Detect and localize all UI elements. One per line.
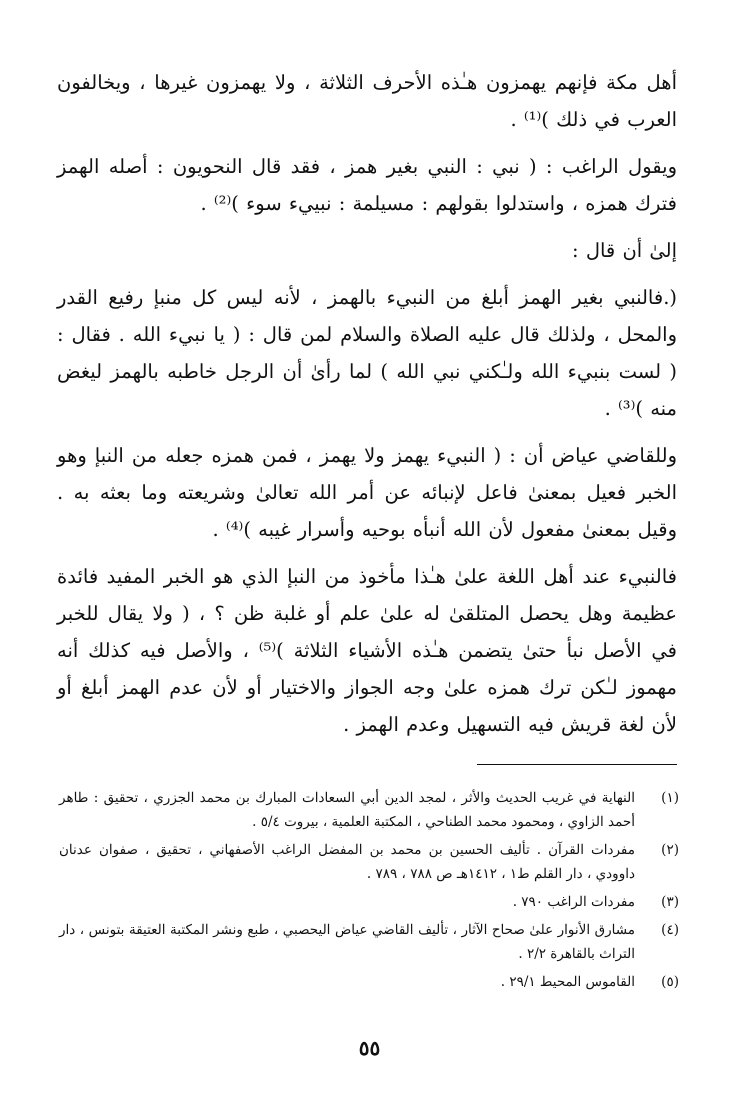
footnote-number: (١) [661, 790, 679, 806]
footnote-item [59, 786, 679, 834]
footnote-item [59, 838, 679, 886]
footnote-text: القاموس المحيط ٢٩/١ . [500, 974, 635, 990]
footnote-item [59, 970, 679, 994]
paragraph-6: فالنبيء عند أهل اللغة علىٰ هـٰذا مأخوذ من النبإ الذي هو الخبر المفيد فائدة عظيمة وهل يحصل المتلقىٰ له علىٰ علم أو غلبة ظن ؟ ، ( ولا يقال للخبر في الأصل نبأ حتىٰ يتضمن هـٰذه الأشياء الثلاثة )⁽⁵⁾ ، والأصل فيه كذلك أنه مهموز لـٰكن ترك همزه علىٰ وجه الجواز والاختيار أو لأن عدم الهمز أبلغ أو لأن لغة قريش فيه التسهيل وعدم الهمز . [57, 565, 677, 736]
paragraph-2: ويقول الراغب : ( نبي : النبي بغير همز ، فقد قال النحويون : أصله الهمز فترك همزه ، واستدلوا بقولهم : مسيلمة : نبييء سوء )⁽²⁾ . [57, 155, 677, 215]
footnote-number: (٢) [661, 842, 679, 858]
footnote-text: مفردات القرآن . تأليف الحسين بن محمد بن المفضل الراغب الأصفهاني ، تحقيق ، صفوان عدنان داوودي ، دار القلم ط١ ، ١٤١٢هـ ص ٧٨٨ ، ٧٨٩ . [59, 842, 635, 882]
footnote-divider [477, 764, 677, 765]
page-number: ٥٥ [358, 1036, 381, 1060]
paragraph-1: أهل مكة فإنهم يهمزون هـٰذه الأحرف الثلاثة ، ولا يهمزون غيرها ، ويخالفون العرب في ذلك )⁽¹⁾ . [57, 71, 677, 131]
paragraph-5: وللقاضي عياض أن : ( النبيء يهمز ولا يهمز ، فمن همزه جعله من النبإ وهو الخبر فعيل بمعنىٰ فاعل لإنبائه عن أمر الله تعالىٰ وشريعته وما بعثه به . وقيل بمعنىٰ مفعول لأن الله أنبأه بوحيه وأسرار غيبه )⁽⁴⁾ . [57, 444, 677, 541]
main-text [57, 64, 677, 743]
footnote-text: النهاية في غريب الحديث والأثر ، لمجد الدين أبي السعادات المبارك بن محمد الجزري ، تحقيق : طاهر أحمد الزاوي ، ومحمود محمد الطناحي ، المكتبة العلمية ، بيروت ٥/٤ . [59, 790, 635, 830]
footnotes-list [59, 786, 679, 998]
paragraph-4: (.فالنبي بغير الهمز أبلغ من النبيء بالهمز ، لأنه ليس كل منبإ رفيع القدر والمحل ، ولذلك قال عليه الصلاة والسلام لمن قال : ( يا نبيء الله . فقال : ( لست بنبيء الله ولـٰكني نبي الله ) لما رأىٰ أن الرجل خاطبه بالهمز ليغض منه )⁽³⁾ . [57, 286, 677, 420]
footnote-number: (٣) [661, 894, 679, 910]
footnote-number: (٥) [661, 974, 679, 990]
footnote-text: مشارق الأنوار علىٰ صحاح الآثار ، تأليف القاضي عياض اليحصبي ، طبع ونشر المكتبة العتيقة بتونس ، دار التراث بالقاهرة ٢/٢ . [59, 922, 635, 962]
footnote-item [59, 918, 679, 966]
paragraph-3: إلىٰ أن قال : [572, 239, 677, 262]
footnote-item [59, 890, 679, 914]
footnote-number: (٤) [661, 922, 679, 938]
footnote-text: مفردات الراغب ٧٩٠ . [512, 894, 635, 910]
